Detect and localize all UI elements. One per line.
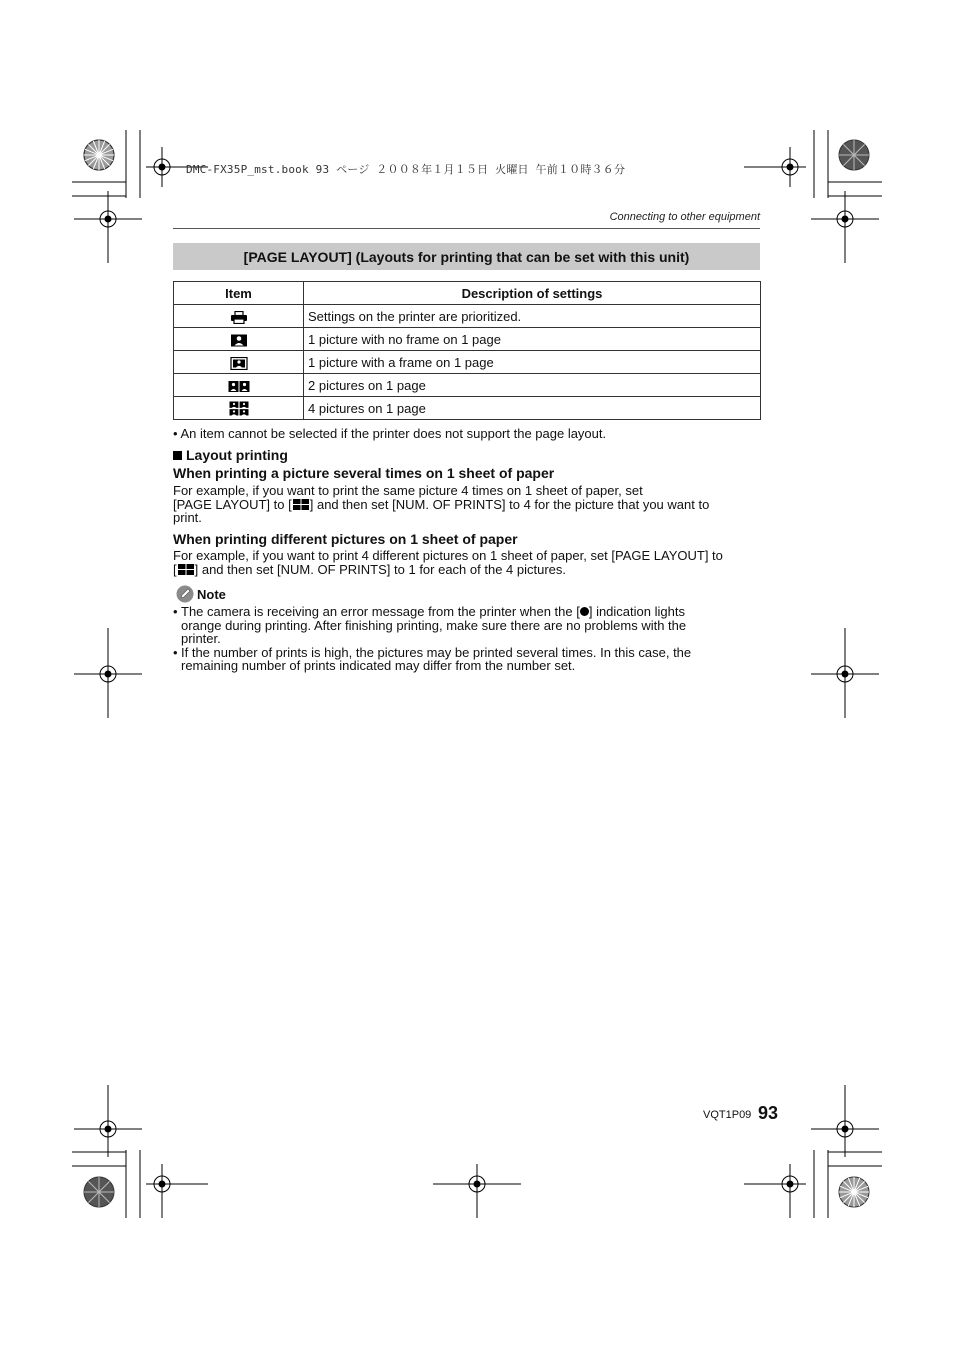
print-job-header: DMC-FX35P_mst.book 93 ページ ２００８年１月１５日 火曜日 午前１０時３６分 <box>186 163 626 176</box>
filled-circle-icon <box>580 607 589 616</box>
one-picture-frame-icon <box>230 357 248 370</box>
square-bullet-icon <box>173 451 182 460</box>
two-pictures-icon <box>228 380 250 393</box>
four-pictures-icon <box>229 401 249 416</box>
table-row <box>174 328 761 351</box>
note-list <box>173 605 763 673</box>
four-pictures-icon <box>178 564 194 575</box>
section-title: [PAGE LAYOUT] (Layouts for printing that can be set with this unit) <box>173 243 760 270</box>
row-description: 1 picture with no frame on 1 page <box>304 328 761 351</box>
row-description: Settings on the printer are prioritized. <box>304 305 761 328</box>
model-code: VQT1P09 <box>703 1109 752 1121</box>
running-head: Connecting to other equipment <box>609 211 760 223</box>
table-row <box>174 374 761 397</box>
row-description: 1 picture with a frame on 1 page <box>304 351 761 374</box>
note-heading: Note <box>176 585 226 603</box>
paragraph-different-pictures: For example, if you want to print 4 different pictures on 1 sheet of paper, set [PAGE LAYOUT] to [ ] and then set [NUM. OF PRINTS] to 1 for each of the 4 pictures. <box>173 548 723 577</box>
list-item: • The camera is receiving an error message from the printer when the [ ] indication lights orange during printing. After finishing printing, make sure there are no problems with the printer. <box>173 605 763 646</box>
list-item: • If the number of prints is high, the pictures may be printed several times. In this case, the remaining number of prints indicated may differ from the number set. <box>173 646 763 673</box>
subheading-same-picture: When printing a picture several times on 1 sheet of paper <box>173 465 555 481</box>
printer-icon <box>230 311 248 324</box>
note-pencil-icon <box>176 585 194 603</box>
layout-printing-heading: Layout printing <box>173 447 288 463</box>
table-header-row <box>174 282 761 305</box>
row-description: 4 pictures on 1 page <box>304 397 761 420</box>
four-pictures-icon <box>293 499 309 510</box>
subheading-different-pictures: When printing different pictures on 1 sheet of paper <box>173 531 518 547</box>
column-header-description: Description of settings <box>304 282 761 305</box>
one-picture-no-frame-icon <box>230 334 248 347</box>
column-header-item: Item <box>174 282 304 305</box>
page-layout-table <box>173 281 761 420</box>
table-row <box>174 397 761 420</box>
row-description: 2 pictures on 1 page <box>304 374 761 397</box>
table-row <box>174 351 761 374</box>
page-number: 93 <box>758 1103 779 1123</box>
table-note: • An item cannot be selected if the printer does not support the page layout. <box>173 426 607 441</box>
header-rule <box>173 228 760 229</box>
table-row <box>174 305 761 328</box>
paragraph-same-picture: For example, if you want to print the same picture 4 times on 1 sheet of paper, set [PAGE LAYOUT] to [ ] and then set [NUM. OF PRINTS] to 4 for the picture that you want to print. <box>173 483 710 525</box>
